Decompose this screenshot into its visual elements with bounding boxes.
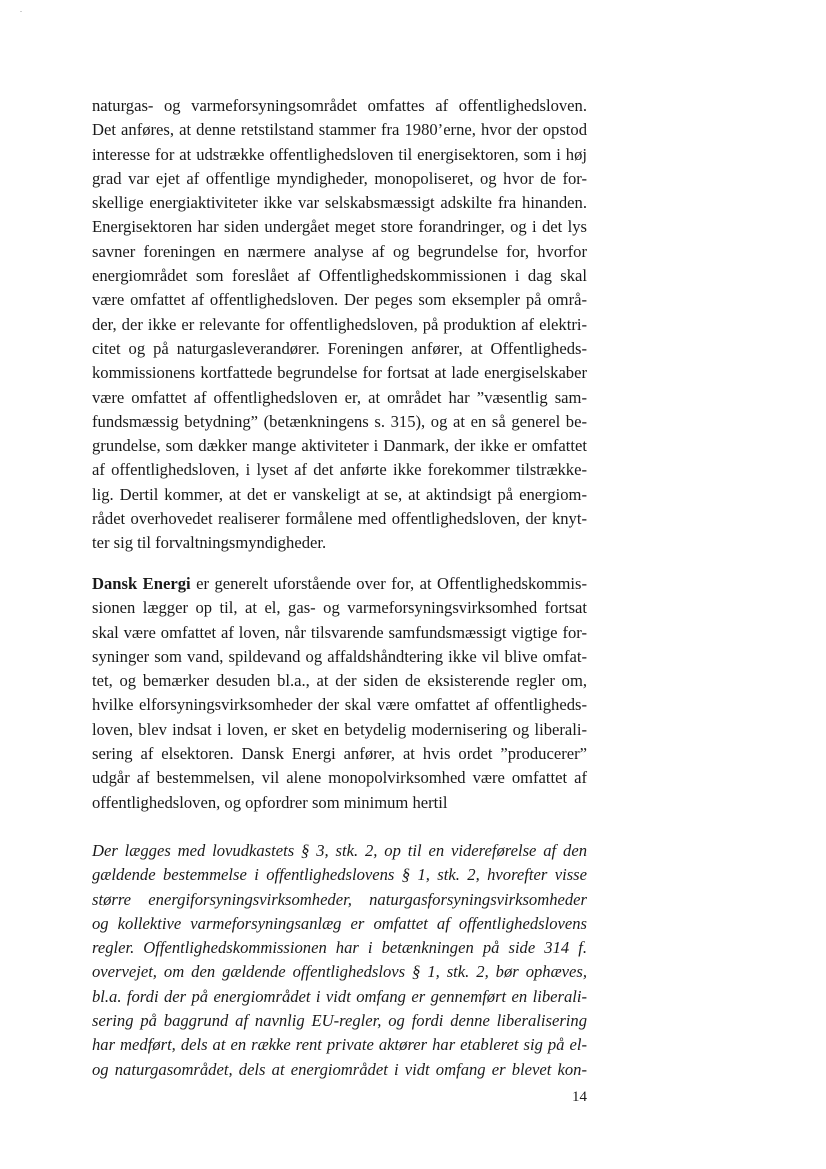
quote-line: har medført, dels at en række rent private aktører har etableret sig på el-	[92, 1035, 587, 1055]
paragraph-2	[92, 572, 587, 815]
text-line-rest: er generelt uforstående over for, at Offentlighedskommis-	[190, 574, 587, 593]
quote-line: og kollektive varmeforsyningsanlæg er omfattet af offentlighedslovens	[92, 913, 587, 933]
text-line: fundsmæssig betydning” (betænkningens s. 315), og at en så generel be-	[92, 411, 587, 431]
text-line: Energisektoren har siden undergået meget store forandringer, og i det lys	[92, 217, 587, 237]
text-line: citet og på naturgasleverandører. Foreningen anfører, at Offentligheds-	[92, 338, 587, 358]
text-line: grundelse, som dækker mange aktiviteter i Danmark, der ikke er omfattet	[92, 436, 587, 456]
quote-line: gældende bestemmelse i offentlighedslovens § 1, stk. 2, hvorefter visse	[92, 865, 587, 885]
text-line: sionen lægger op til, at el, gas- og varmeforsyningsvirksomhed fortsat	[92, 598, 587, 618]
text-line: af offentlighedsloven, i lyset af det anførte ikke forekommer tilstrække-	[92, 460, 587, 480]
page-number: 14	[572, 1089, 587, 1105]
scan-artifact	[20, 11, 22, 12]
text-line: være omfattet af offentlighedsloven er, at området har ”væsentlig sam-	[92, 387, 587, 407]
text-line: hvilke elforsyningsvirksomheder der skal være omfattet af offentligheds-	[92, 695, 587, 715]
quote-line: regler. Offentlighedskommissionen har i betænkningen på side 314 f.	[92, 938, 587, 958]
organization-name: Dansk Energi	[92, 574, 191, 593]
text-line: skellige energiaktiviteter ikke var selskabsmæssigt adskilte fra hinanden.	[92, 193, 587, 213]
paragraph-1	[92, 94, 587, 556]
quoted-passage	[92, 839, 587, 1082]
text-line: kommissionens kortfattede begrundelse for fortsat at lade energiselskaber	[92, 363, 587, 383]
text-line: skal være omfattet af loven, når tilsvarende samfundsmæssigt vigtige for-	[92, 622, 587, 642]
text-line: energiområdet som foreslået af Offentlighedskommissionen i dag skal	[92, 266, 587, 286]
text-line: lig. Dertil kommer, at det er vanskeligt at se, at aktindsigt på energiom-	[92, 484, 587, 504]
text-line: rådet overhovedet realiserer formålene med offentlighedsloven, der knyt-	[92, 509, 587, 529]
quote-line: sering på baggrund af navnlig EU-regler, og fordi denne liberalisering	[92, 1011, 587, 1031]
quote-line: og naturgasområdet, dels at energiområdet i vidt omfang er blevet kon-	[92, 1059, 587, 1079]
text-line: være omfattet af offentlighedsloven. Der peges som eksempler på områ-	[92, 290, 587, 310]
text-line: syninger som vand, spildevand og affaldshåndtering ikke vil blive omfat-	[92, 646, 587, 666]
text-line: udgår af bestemmelsen, vil alene monopolvirksomhed være omfattet af	[92, 768, 587, 788]
text-line: der, der ikke er relevante for offentlighedsloven, på produktion af elektri-	[92, 314, 587, 334]
text-line: offentlighedsloven, og opfordrer som minimum hertil	[92, 792, 448, 812]
text-line: loven, blev indsat i loven, er sket en betydelig modernisering og liberali-	[92, 719, 587, 739]
quote-line: overvejet, om den gældende offentlighedslovs § 1, stk. 2, bør ophæves,	[92, 962, 587, 982]
text-line: Det anføres, at denne retstilstand stammer fra 1980’erne, hvor der opstod	[92, 120, 587, 140]
text-line: interesse for at udstrække offentlighedsloven til energisektoren, som i høj	[92, 144, 587, 164]
quote-line: Der lægges med lovudkastets § 3, stk. 2, op til en videreførelse af den	[92, 841, 587, 860]
text-line: tet, og bemærker desuden bl.a., at der siden de eksisterende regler om,	[92, 671, 587, 691]
text-line: naturgas- og varmeforsyningsområdet omfattes af offentlighedsloven.	[92, 96, 587, 115]
text-line-first	[92, 572, 587, 596]
text-line: savner foreningen en nærmere analyse af og begrundelse for, hvorfor	[92, 241, 587, 261]
quote-line: større energiforsyningsvirksomheder, naturgasforsyningsvirksomheder	[92, 889, 587, 909]
text-line: ter sig til forvaltningsmyndigheder.	[92, 533, 327, 553]
quote-line: bl.a. fordi der på energiområdet i vidt omfang er gennemført en liberali-	[92, 986, 587, 1006]
text-line: sering af elsektoren. Dansk Energi anfører, at hvis ordet ”producerer”	[92, 744, 587, 764]
text-line: grad var ejet af offentlige myndigheder, monopoliseret, og hvor de for-	[92, 168, 587, 188]
